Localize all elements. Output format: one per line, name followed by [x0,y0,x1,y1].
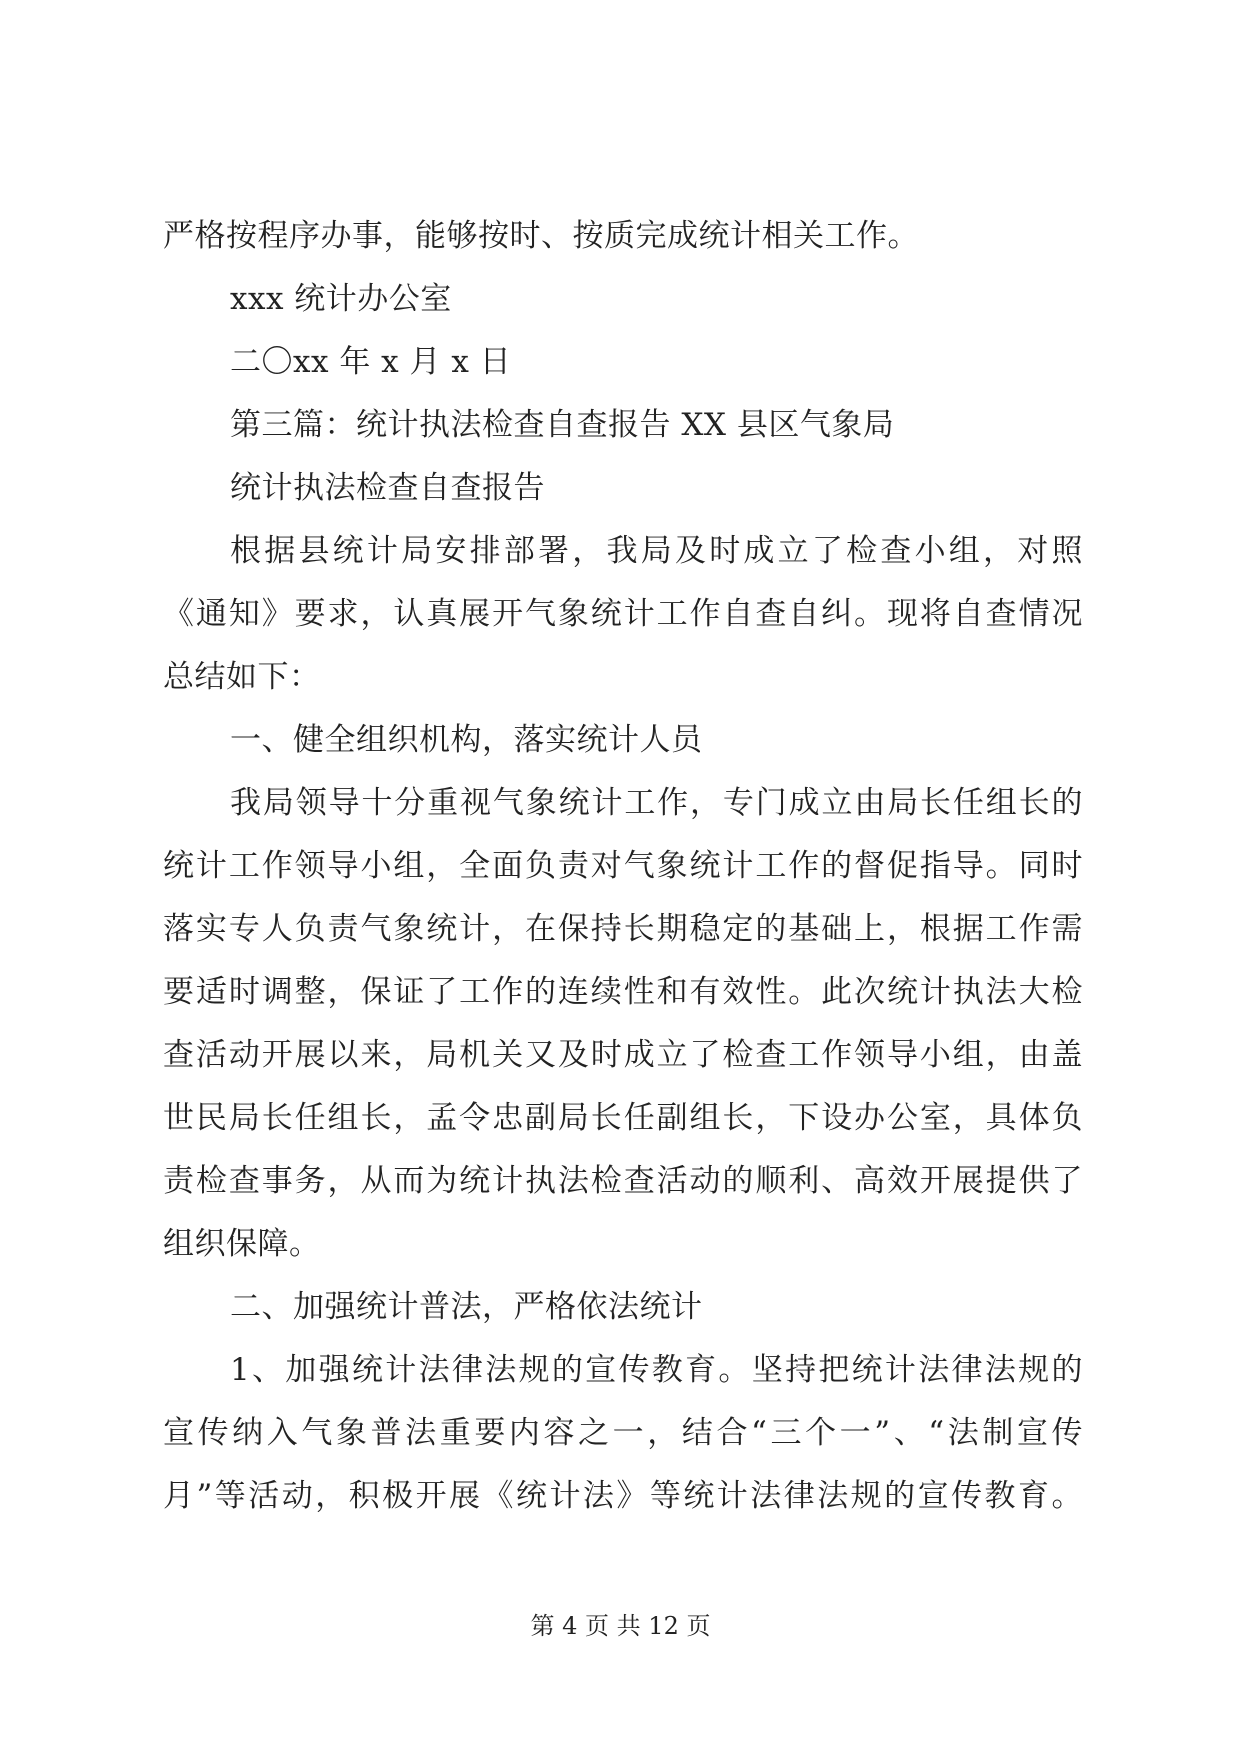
paragraph-line: 落实专人负责气象统计，在保持长期稳定的基础上，根据工作需 [163,911,1083,947]
paragraph-line: 1、加强统计法律法规的宣传教育。坚持把统计法律法规的 [230,1352,1083,1388]
paragraph-line: 世民局长任组长，孟令忠副局长任副组长，下设办公室，具体负 [163,1100,1083,1136]
section-title: 第三篇：统计执法检查自查报告 XX 县区气象局 [230,407,895,443]
paragraph-line: 查活动开展以来，局机关又及时成立了检查工作领导小组，由盖 [163,1037,1083,1073]
paragraph-line: 月”等活动，积极开展《统计法》等统计法律法规的宣传教育。 [163,1478,1083,1514]
paragraph-line: 责检查事务，从而为统计执法检查活动的顺利、高效开展提供了 [163,1163,1083,1199]
section-heading: 二、加强统计普法，严格依法统计 [230,1289,703,1325]
paragraph-line: 统计工作领导小组，全面负责对气象统计工作的督促指导。同时 [163,848,1083,884]
paragraph-line: 《通知》要求，认真展开气象统计工作自查自纠。现将自查情况 [163,596,1083,632]
document-body [163,205,1083,1528]
paragraph-line: 根据县统计局安排部署，我局及时成立了检查小组，对照 [230,533,1083,569]
paragraph-line: 宣传纳入气象普法重要内容之一，结合“三个一”、“法制宣传 [163,1415,1083,1451]
paragraph-line: 要适时调整，保证了工作的连续性和有效性。此次统计执法大检 [163,974,1083,1010]
paragraph-line: 总结如下： [163,659,321,695]
signature-date: 二〇xx 年 x 月 x 日 [230,344,512,380]
report-title: 统计执法检查自查报告 [230,470,545,506]
paragraph-line: 组织保障。 [163,1226,321,1262]
paragraph-line: 我局领导十分重视气象统计工作，专门成立由局长任组长的 [230,785,1083,821]
page-number-footer: 第 4 页 共 12 页 [530,1612,711,1640]
section-heading: 一、健全组织机构，落实统计人员 [230,722,703,758]
text-line: 严格按程序办事，能够按时、按质完成统计相关工作。 [163,218,919,254]
signature-office: xxx 统计办公室 [230,281,452,317]
